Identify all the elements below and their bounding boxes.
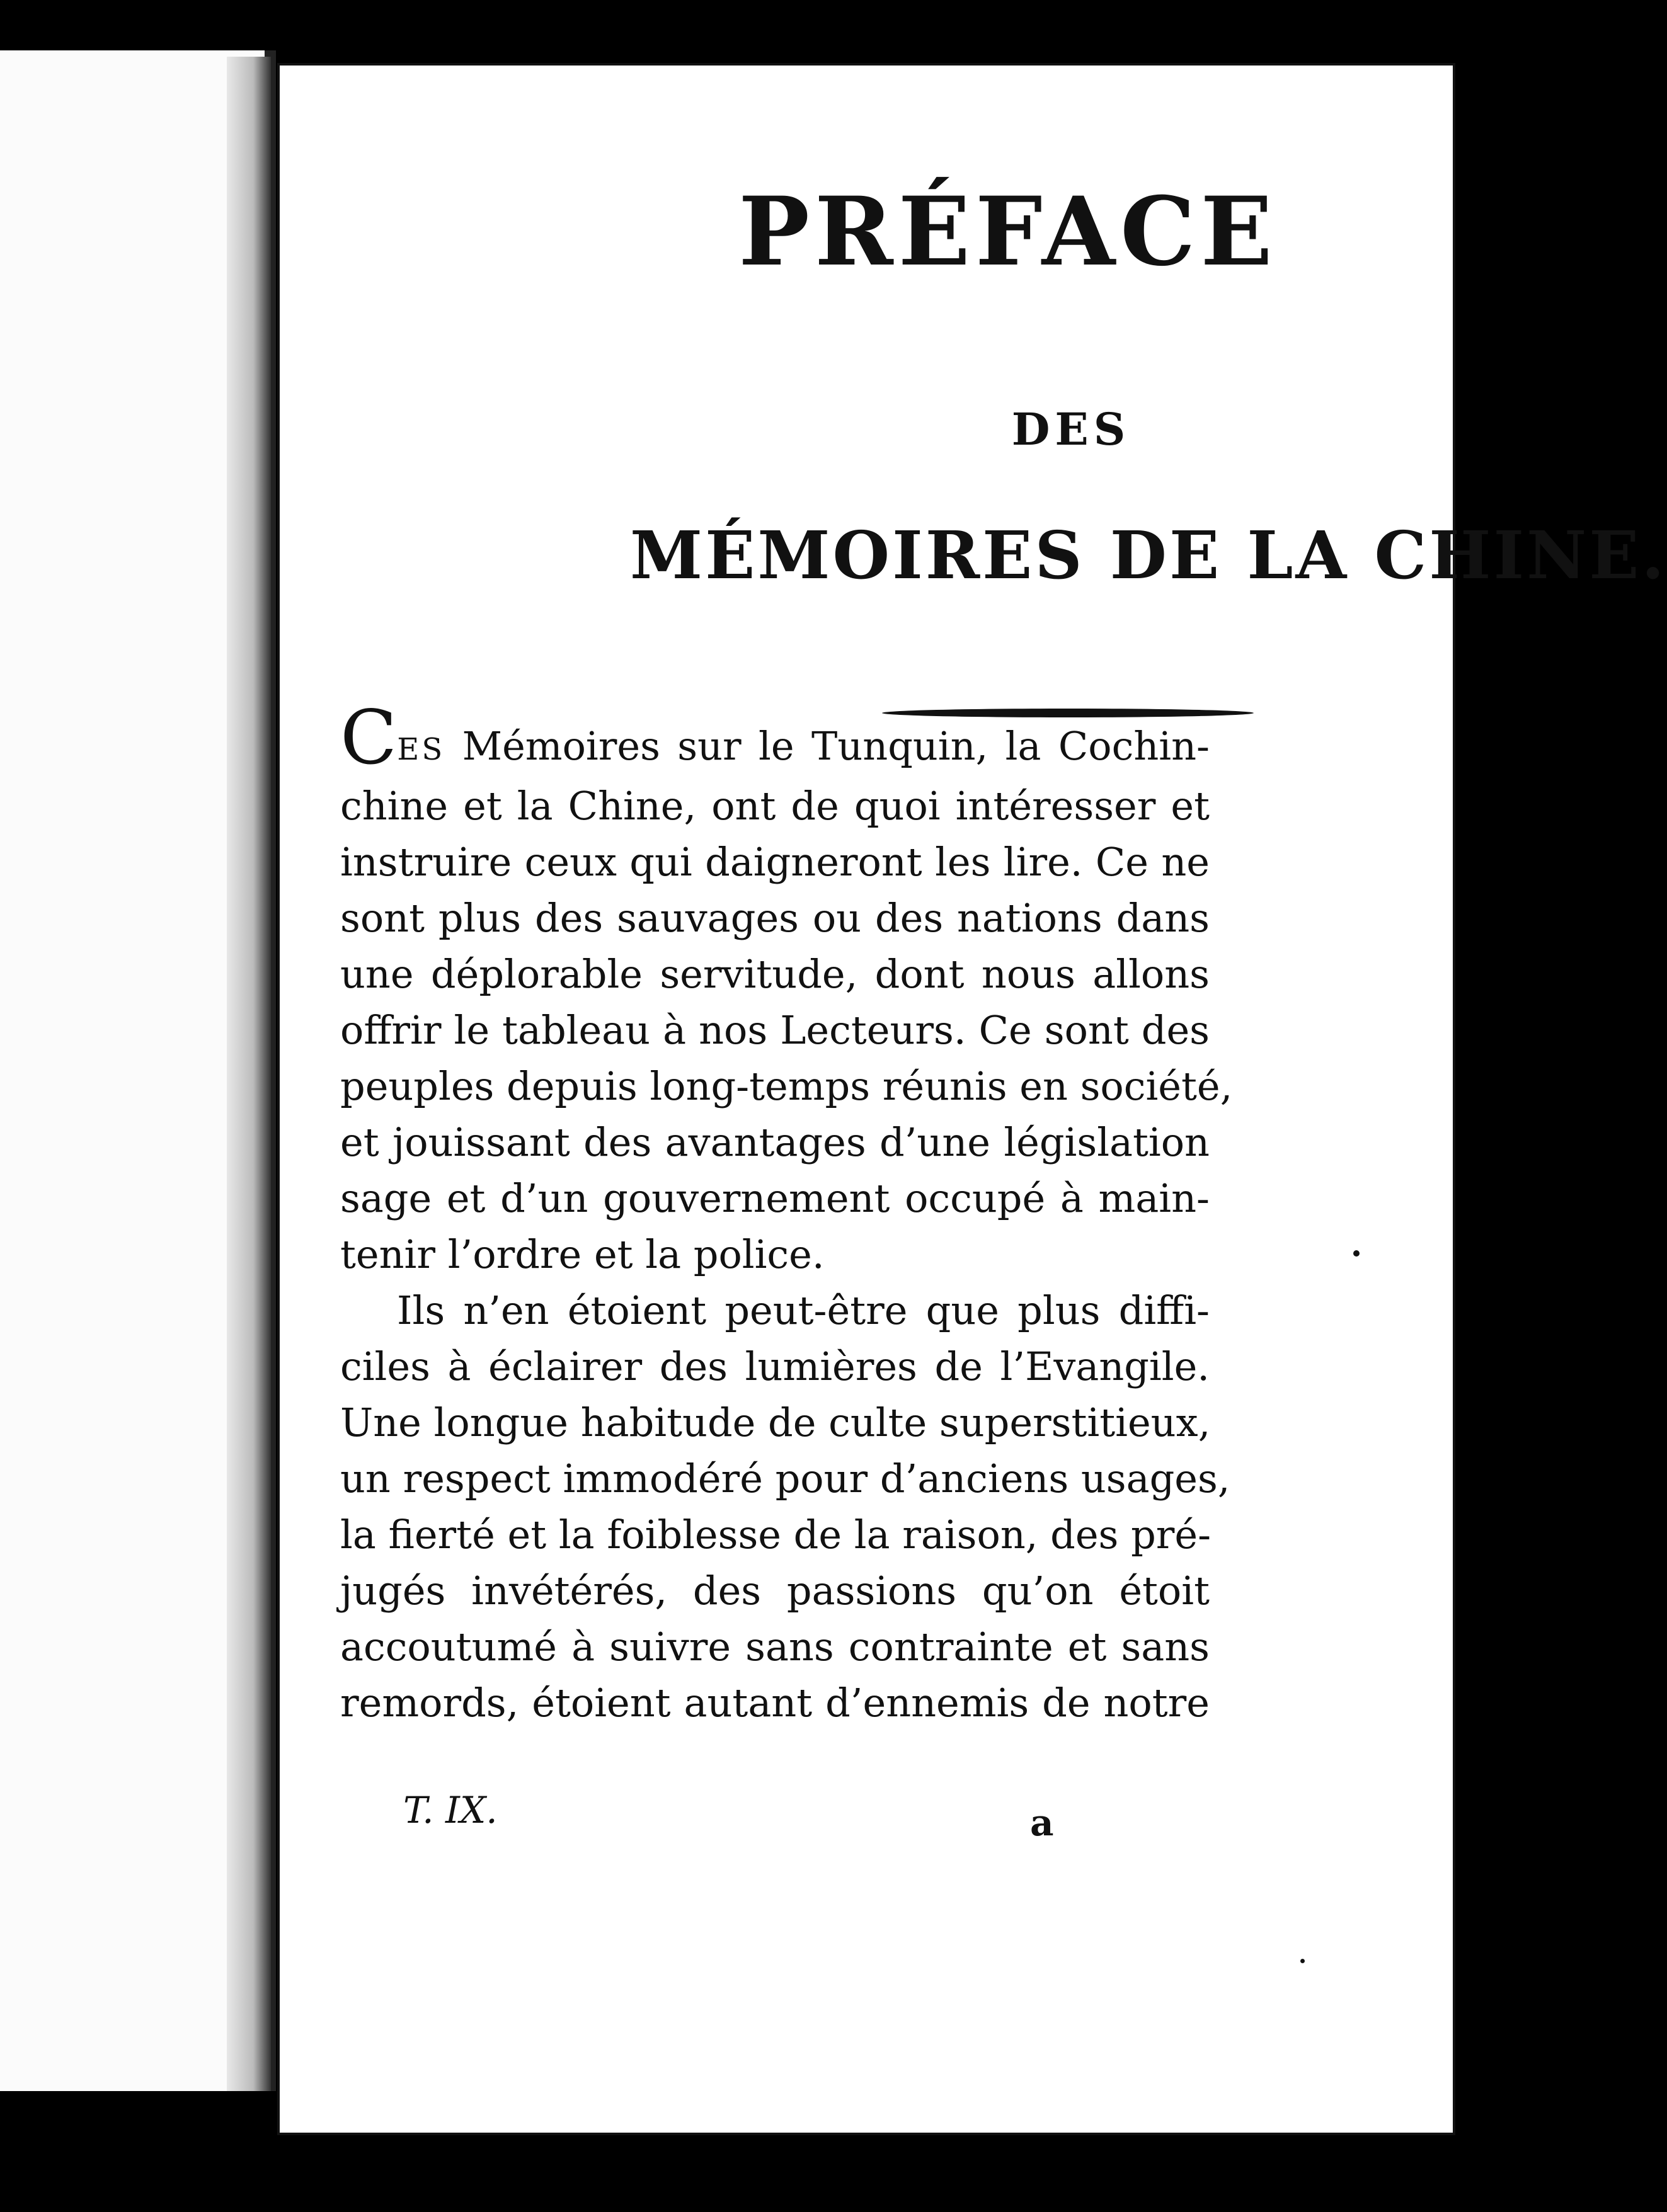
text-span: Mémoires sur le Tunquin, la Cochin- [445, 723, 1210, 769]
title-connector: DES [1011, 403, 1131, 455]
text-line: la fierté et la foiblesse de la raison, des pré- [340, 1512, 1212, 1558]
text-line: remords, étoient autant d’ennemis de notre [340, 1680, 1210, 1726]
text-line: tenir l’ordre et la police. [340, 1231, 825, 1277]
text-line: offrir le tableau à nos Lecteurs. Ce sont des [340, 1007, 1210, 1053]
text-line: et jouissant des avantages d’une législation [340, 1119, 1210, 1165]
text-line: peuples depuis long-temps réunis en société, [340, 1063, 1233, 1109]
ink-speck [1353, 1250, 1360, 1257]
text-line: accoutumé à suivre sans contrainte et sans [340, 1624, 1210, 1670]
ink-speck [1300, 1959, 1305, 1963]
text-line [340, 694, 1210, 781]
text-line: jugés invétérés, des passions qu’on étoit [340, 1568, 1210, 1614]
text-line: chine et la Chine, ont de quoi intéresser et [340, 783, 1210, 829]
text-line: Ils n’en étoient peut-être que plus diffi- [397, 1287, 1210, 1333]
small-caps: ES [397, 732, 445, 767]
signature-mark: a [1030, 1801, 1054, 1844]
body-text [340, 694, 1233, 1731]
volume-marker: T. IX. [403, 1789, 498, 1832]
page-gutter [227, 57, 271, 2091]
text-line: sont plus des sauvages ou des nations dans [340, 895, 1210, 941]
text-line: une déplorable servitude, dont nous allons [340, 951, 1210, 997]
text-line: ciles à éclairer des lumières de l’Evangile. [340, 1343, 1210, 1389]
drop-cap: C [340, 694, 398, 781]
page-title: PRÉFACE [738, 176, 1278, 287]
title-rule [882, 709, 1254, 717]
page-subtitle: MÉMOIRES DE LA CHINE. [630, 516, 1667, 594]
text-line: un respect immodéré pour d’anciens usages, [340, 1456, 1230, 1502]
text-line: sage et d’un gouvernement occupé à main- [340, 1175, 1210, 1221]
text-line: Une longue habitude de culte superstitieux, [340, 1400, 1211, 1445]
text-line: instruire ceux qui daigneront les lire. Ce ne [340, 839, 1210, 885]
